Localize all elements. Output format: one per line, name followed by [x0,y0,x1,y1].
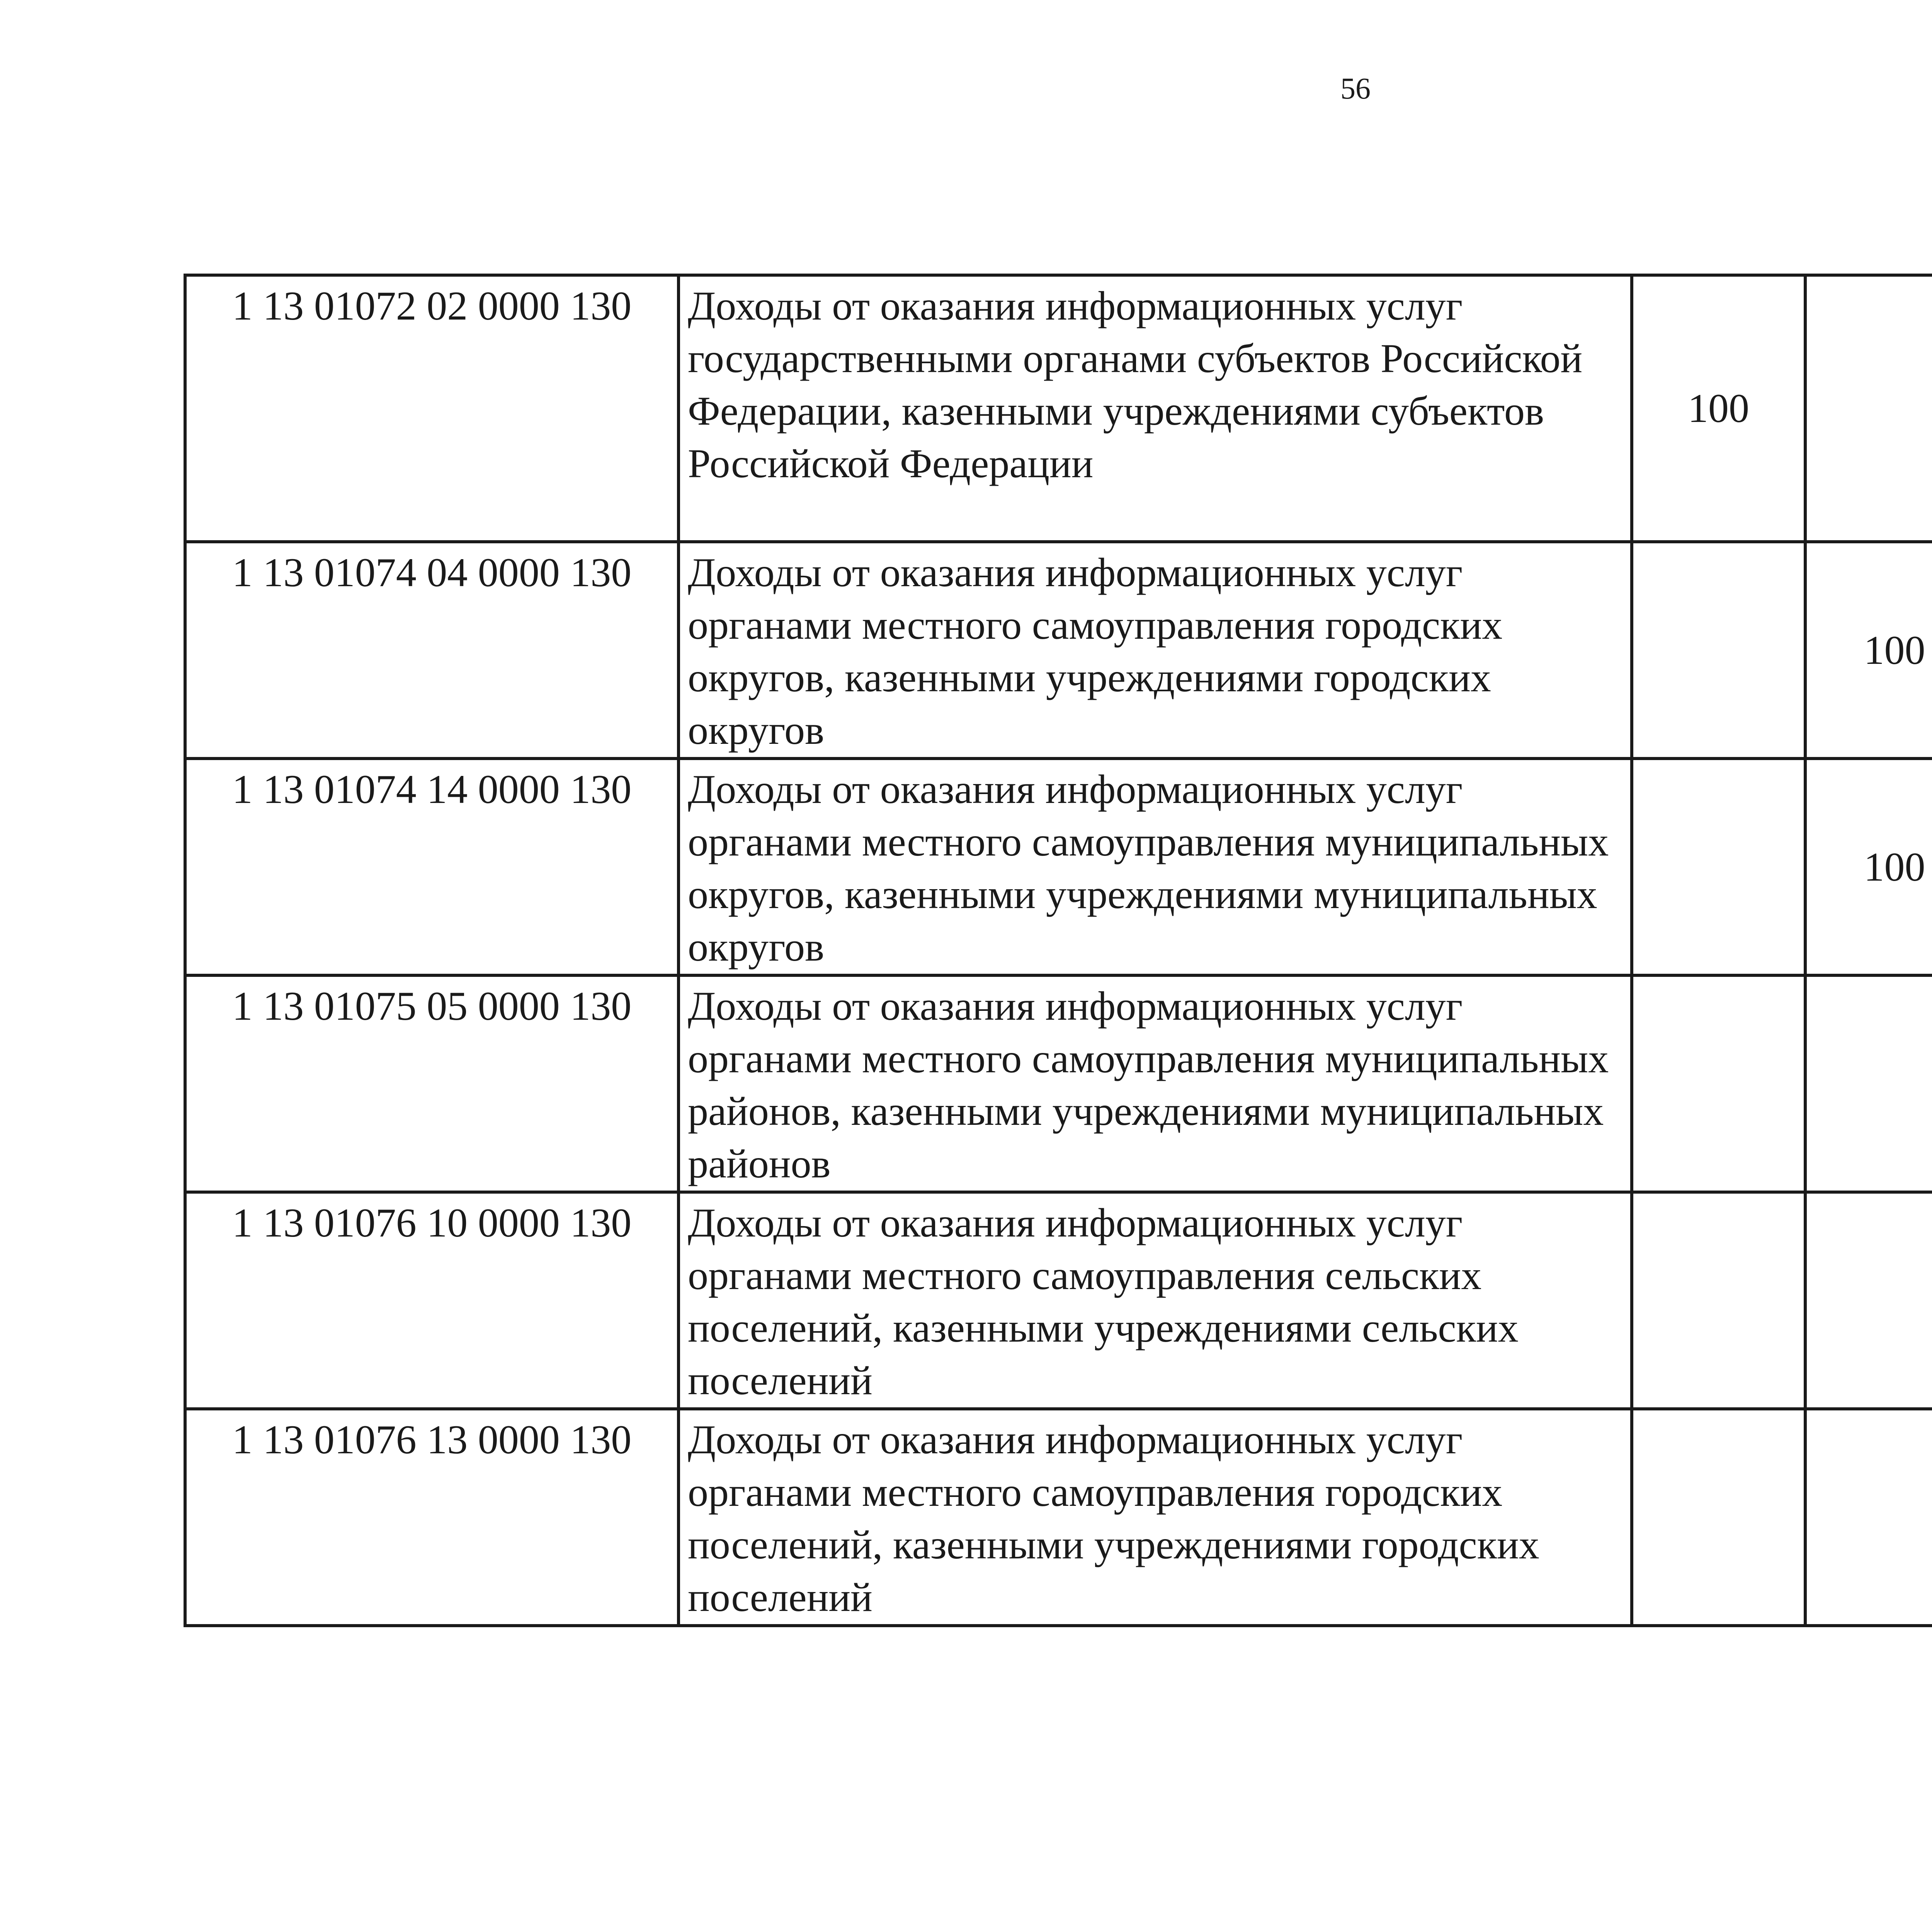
value-cell-1 [1632,1192,1805,1409]
value-cell-2 [1805,275,1932,542]
revenue-table [184,274,1932,1627]
budget-code-cell: 1 13 01076 13 0000 130 [185,1409,679,1626]
value-cell-2 [1805,1192,1932,1409]
value-cell-1 [1632,975,1805,1192]
value-cell-2 [1805,975,1932,1192]
value-cell-2: 100 [1805,759,1932,975]
description-cell: Доходы от оказания информационных услуг государственными органами субъектов Российской Федерации, казенными учреждениями субъектов Российской Федерации [679,275,1632,542]
table-row [185,975,1932,1192]
budget-code-cell: 1 13 01075 05 0000 130 [185,975,679,1192]
budget-code-cell: 1 13 01074 04 0000 130 [185,542,679,759]
budget-code-cell: 1 13 01074 14 0000 130 [185,759,679,975]
value-cell-1 [1632,759,1805,975]
value-cell-2 [1805,1409,1932,1626]
budget-code-cell: 1 13 01076 10 0000 130 [185,1192,679,1409]
description-cell: Доходы от оказания информационных услуг органами местного самоуправления городских поселений, казенными учреждениями городских поселений [679,1409,1632,1626]
value-cell-1 [1632,542,1805,759]
table-row [185,1192,1932,1409]
description-cell: Доходы от оказания информационных услуг органами местного самоуправления сельских поселений, казенными учреждениями сельских поселений [679,1192,1632,1409]
table-row [185,1409,1932,1626]
description-cell: Доходы от оказания информационных услуг органами местного самоуправления муниципальных округов, казенными учреждениями муниципальных округов [679,759,1632,975]
description-cell: Доходы от оказания информационных услуг органами местного самоуправления муниципальных районов, казенными учреждениями муниципальных районов [679,975,1632,1192]
value-cell-2: 100 [1805,542,1932,759]
table-row [185,275,1932,542]
budget-code-cell: 1 13 01072 02 0000 130 [185,275,679,542]
table-row [185,759,1932,975]
value-cell-1 [1632,1409,1805,1626]
table-row [185,542,1932,759]
page-number: 56 [1340,71,1371,105]
value-cell-1: 100 [1632,275,1805,542]
description-cell: Доходы от оказания информационных услуг органами местного самоуправления городских округов, казенными учреждениями городских округов [679,542,1632,759]
